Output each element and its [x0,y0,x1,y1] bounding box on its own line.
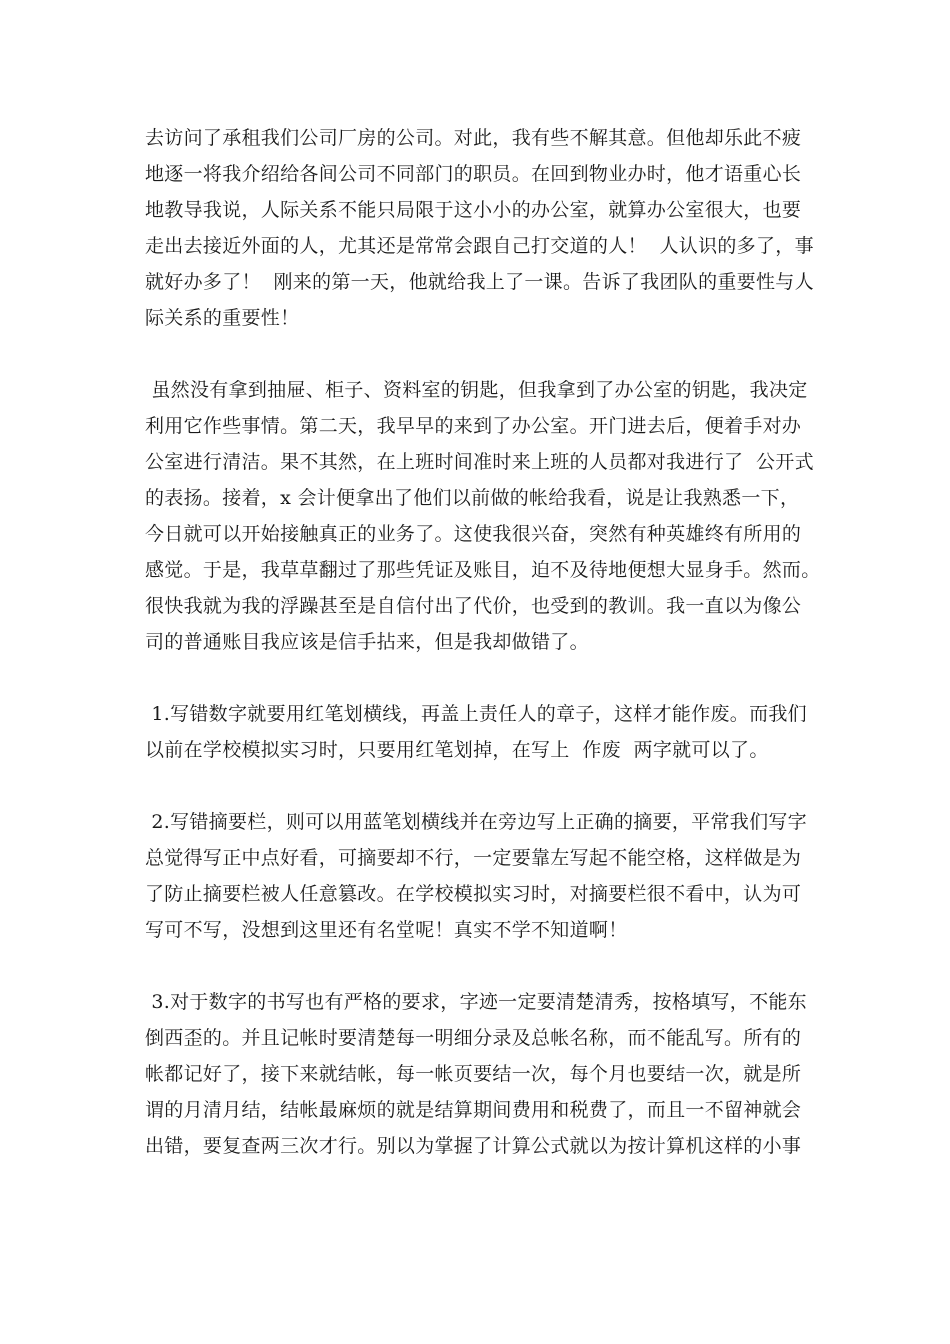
text-line: 出错，要复查两三次才行。别以为掌握了计算公式就以为按计算机这样的小事 [145,1135,802,1157]
text-line: 2.写错摘要栏，则可以用蓝笔划横线并在旁边写上正确的摘要，平常我们写字 [145,811,807,833]
text-line: 司的普通账目我应该是信手拈来，但是我却做错了。 [145,631,589,653]
text-line: 去访问了承租我们公司厂房的公司。对此，我有些不解其意。但他却乐此不疲 [145,127,802,149]
text-line: 虽然没有拿到抽屉、柜子、资料室的钥匙，但我拿到了办公室的钥匙，我决定 [145,379,808,401]
text-line: 地教导我说，人际关系不能只局限于这小小的办公室，就算办公室很大，也要 [145,199,802,221]
text-line: 感觉。于是，我草草翻过了那些凭证及账目，迫不及待地便想大显身手。然而。 [145,559,821,581]
text-line: 就好办多了！ 刚来的第一天，他就给我上了一课。告诉了我团队的重要性与人 [145,271,814,293]
text-line: 帐都记好了，接下来就结帐，每一帐页要结一次，每个月也要结一次，就是所 [145,1063,802,1085]
text-line: 3.对于数字的书写也有严格的要求，字迹一定要清楚清秀，按格填写，不能东 [145,991,807,1013]
text-line: 今日就可以开始接触真正的业务了。这使我很兴奋，突然有种英雄终有所用的 [145,523,802,545]
text-line: 总觉得写正中点好看，可摘要却不行，一定要靠左写起不能空格，这样做是为 [145,847,802,869]
text-line: 地逐一将我介绍给各间公司不同部门的职员。在回到物业办时，他才语重心长 [145,163,802,185]
text-line: 利用它作些事情。第二天，我早早的来到了办公室。开门进去后，便着手对办 [145,415,802,437]
text-line: 写可不写，没想到这里还有名堂呢！真实不学不知道啊！ [145,919,628,941]
text-line: 谓的月清月结，结帐最麻烦的就是结算期间费用和税费了，而且一不留神就会 [145,1099,802,1121]
text-line: 1.写错数字就要用红笔划横线，再盖上责任人的章子，这样才能作废。而我们 [145,703,807,725]
text-line: 了防止摘要栏被人任意篡改。在学校模拟实习时，对摘要栏很不看中，认为可 [145,883,802,905]
text-line: 的表扬。接着，x 会计便拿出了他们以前做的帐给我看，说是让我熟悉一下， [145,487,800,509]
text-line: 公室进行清洁。果不其然，在上班时间准时来上班的人员都对我进行了 公开式 [145,451,814,473]
text-line: 倒西歪的。并且记帐时要清楚每一明细分录及总帐名称，而不能乱写。所有的 [145,1027,802,1049]
text-line: 走出去接近外面的人，尤其还是常常会跟自己打交道的人！ 人认识的多了，事 [145,235,814,257]
text-line: 以前在学校模拟实习时，只要用红笔划掉，在写上 作废 两字就可以了。 [145,739,769,761]
text-line: 很快我就为我的浮躁甚至是自信付出了代价，也受到的教训。我一直以为像公 [145,595,802,617]
text-line: 际关系的重要性！ [145,307,300,329]
